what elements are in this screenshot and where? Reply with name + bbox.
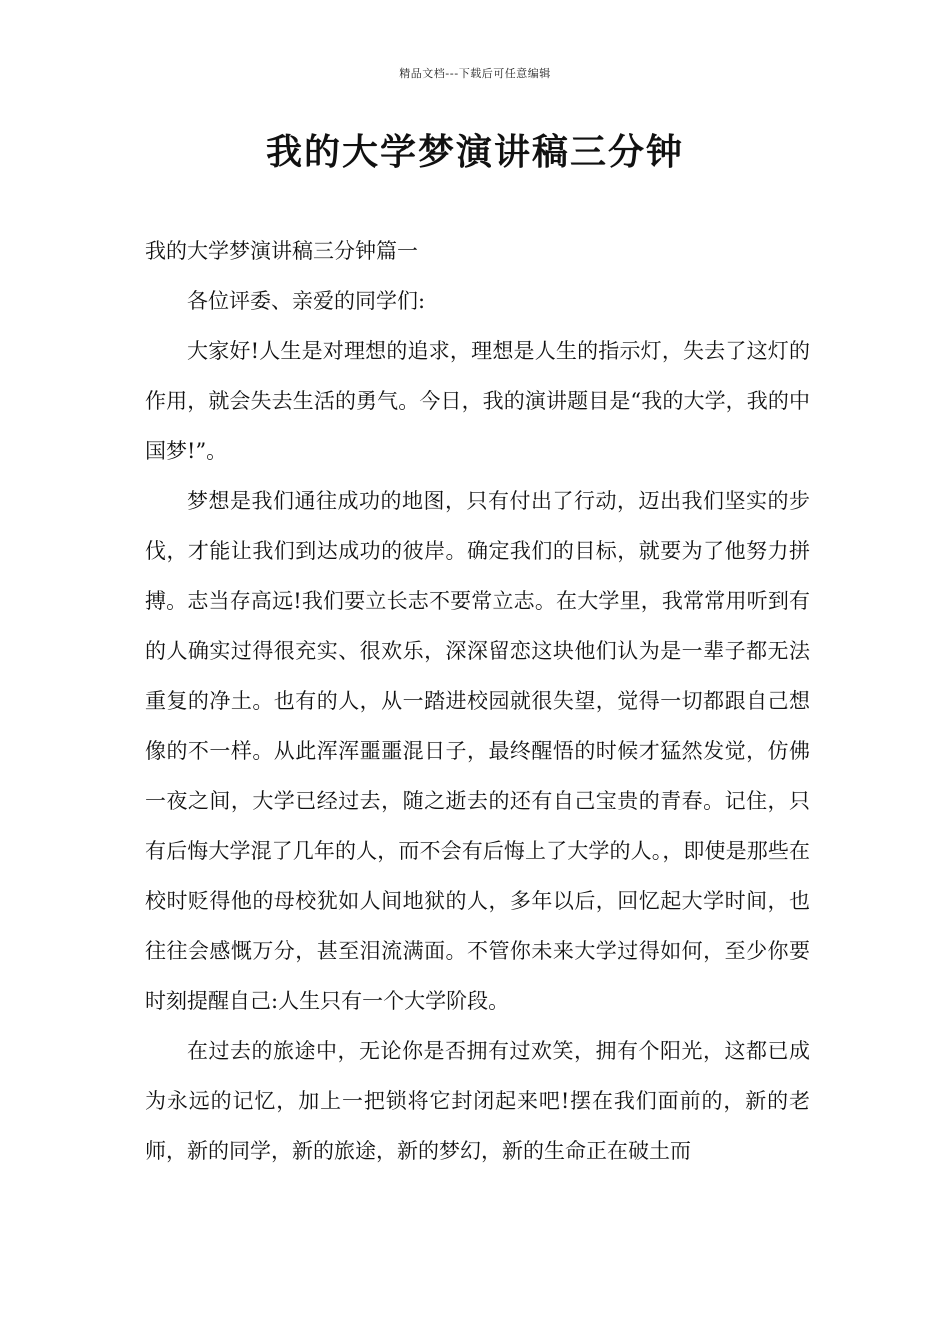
header-note: 精品文档---下载后可任意编辑 (399, 67, 551, 80)
section-heading: 我的大学梦演讲稿三分钟篇一 (145, 239, 418, 263)
document-title: 我的大学梦演讲稿三分钟 (265, 132, 684, 173)
paragraph-opening: 大家好!人生是对理想的追求，理想是人生的指示灯，失去了这灯的作用，就会失去生活的勇气。今日，我的演讲题目是“我的大学，我的中国梦!”。 (145, 339, 810, 463)
document-body (145, 226, 810, 1176)
paragraph-journey: 在过去的旅途中，无论你是否拥有过欢笑，拥有个阳光，这都已成为永远的记忆，加上一把锁将它封闭起来吧!摆在我们面前的，新的老师，新的同学，新的旅途，新的梦幻，新的生命正在破土而 (145, 1039, 810, 1163)
paragraph-salutation: 各位评委、亲爱的同学们: (187, 289, 426, 313)
paragraph-dream: 梦想是我们通往成功的地图，只有付出了行动，迈出我们坚实的步伐，才能让我们到达成功的彼岸。确定我们的目标，就要为了他努力拼搏。志当存高远!我们要立长志不要常立志。在大学里，我常常用听到有的人确实过得很充实、很欢乐，深深留恋这块他们认为是一辈子都无法重复的净土。也有的人，从一踏进校园就很失望，觉得一切都跟自己想像的不一样。从此浑浑噩噩混日子，最终醒悟的时候才猛然发觉，仿佛一夜之间，大学已经过去，随之逝去的还有自己宝贵的青春。记住，只有后悔大学混了几年的人，而不会有后悔上了大学的人。，即使是那些在校时贬得他的母校犹如人间地狱的人，多年以后，回忆起大学时间，也往往会感慨万分，甚至泪流满面。不管你未来大学过得如何，至少你要时刻提醒自己:人生只有一个大学阶段。 (145, 489, 810, 1013)
